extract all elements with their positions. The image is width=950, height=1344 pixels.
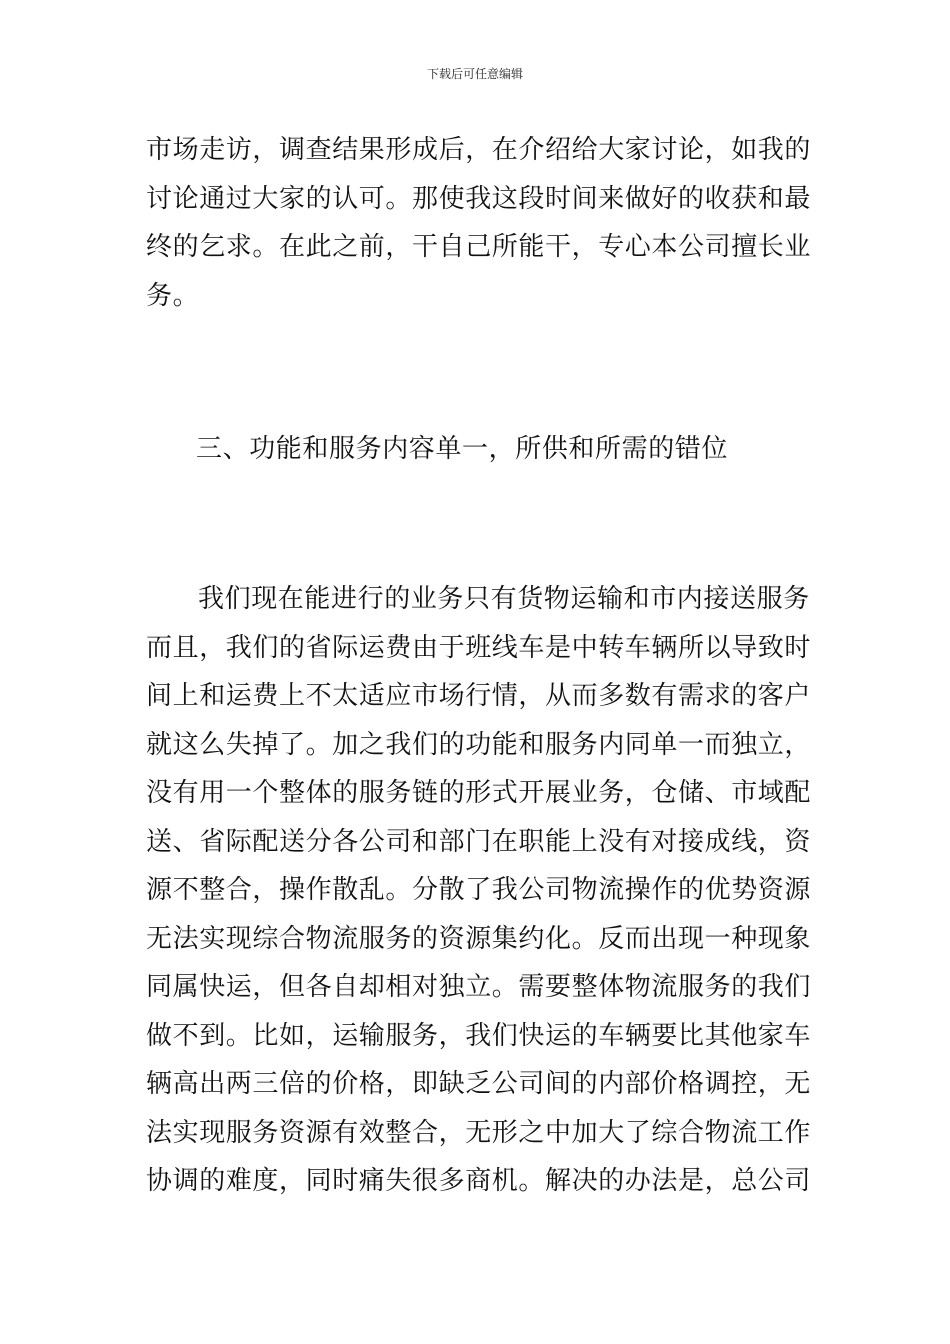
paragraph-line: 法实现服务资源有效整合，无形之中加大了综合物流工作 xyxy=(146,1117,812,1148)
paragraph-line: 务。 xyxy=(146,280,200,311)
paragraph-line: 同属快运，但各自却相对独立。需要整体物流服务的我们 xyxy=(146,972,812,1002)
section-heading: 三、功能和服务内容单一，所供和所需的错位 xyxy=(196,434,729,464)
paragraph-line: 协调的难度，同时痛失很多商机。解决的办法是，总公司 xyxy=(146,1166,812,1196)
paragraph-line: 没有用一个整体的服务链的形式开展业务，仓储、市域配 xyxy=(146,778,812,808)
paragraph-line: 做不到。比如，运输服务，我们快运的车辆要比其他家车 xyxy=(146,1020,812,1051)
paragraph-line: 市场走访，调查结果形成后，在介绍给大家讨论，如我的 xyxy=(146,135,812,165)
paragraph-line: 间上和运费上不太适应市场行情，从而多数有需求的客户 xyxy=(146,681,812,711)
paragraph-2 xyxy=(146,575,812,1206)
paragraph-line: 送、省际配送分各公司和部门在职能上没有对接成线，资 xyxy=(146,826,812,857)
paragraph-line: 终的乞求。在此之前，干自己所能干，专心本公司擅长业 xyxy=(146,232,812,262)
paragraph-line: 而且，我们的省际运费由于班线车是中转车辆所以导致时 xyxy=(146,632,812,663)
paragraph-line: 源不整合，操作散乱。分散了我公司物流操作的优势资源 xyxy=(146,875,812,905)
paragraph-line: 讨论通过大家的认可。那使我这段时间来做好的收获和最 xyxy=(146,183,812,214)
paragraph-line: 辆高出两三倍的价格，即缺乏公司间的内部价格调控，无 xyxy=(146,1069,812,1099)
header-note: 下载后可任意编辑 xyxy=(426,67,523,81)
paragraph-line: 我们现在能进行的业务只有货物运输和市内接送服务 xyxy=(198,584,810,614)
paragraph-line: 无法实现综合物流服务的资源集约化。反而出现一种现象 xyxy=(146,923,812,954)
paragraph-1 xyxy=(146,126,812,320)
paragraph-line: 就这么失掉了。加之我们的功能和服务内同单一而独立， xyxy=(146,729,812,760)
